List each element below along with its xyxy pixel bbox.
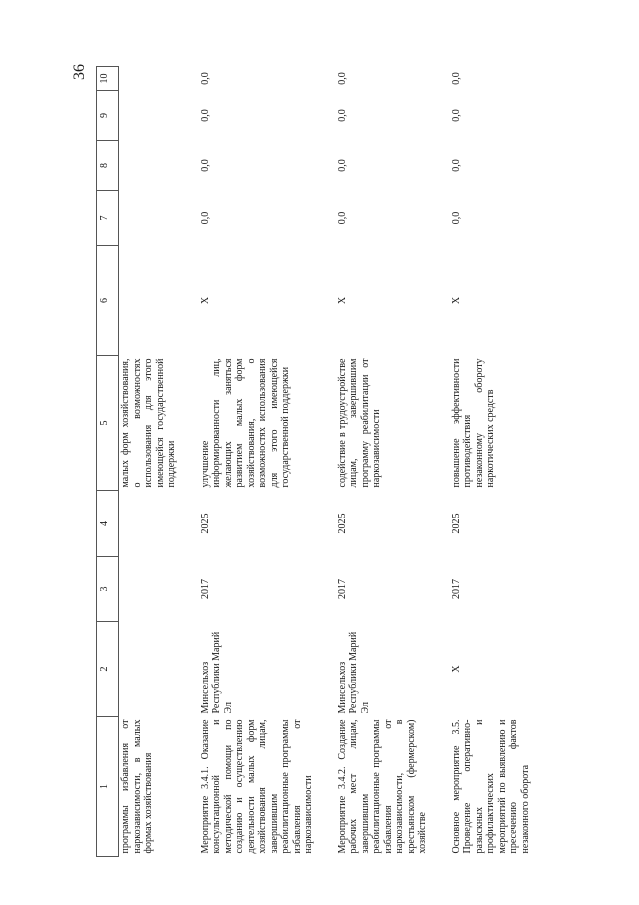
table-row — [199, 67, 316, 857]
value: 0,0 — [199, 72, 211, 85]
table-row — [336, 67, 430, 857]
value — [119, 91, 179, 141]
column-number: 10 — [97, 67, 119, 91]
column-number-row — [97, 67, 119, 857]
end-year: 2025 — [199, 513, 211, 534]
column-number: 4 — [97, 491, 119, 557]
expected-result: улучшение информированности лиц, желающих заняться развитием малых форм хозяйствования, о возможностях использования для этого имеющейся государственной поддержки — [199, 358, 291, 488]
value: 0,0 — [336, 159, 348, 172]
executor: Х — [450, 665, 462, 673]
value: 0,0 — [450, 159, 462, 172]
start-year — [119, 557, 179, 622]
value: 0,0 — [199, 211, 211, 225]
value: 0,0 — [199, 159, 211, 172]
column-number: 9 — [97, 91, 119, 141]
column-number: 1 — [97, 717, 119, 857]
measure-name: программы избавления от наркозависимости, в малых формах хозяйствования — [120, 719, 154, 854]
value: 0,0 — [336, 72, 348, 85]
measure-name: Мероприятие 3.4.1. Оказание консультационной и методической помощи по созданию и осуществлению деятельности малых форм хозяйствования лицам, завершившим реабилитационные программы избавления от наркозависимости — [199, 719, 314, 854]
column-number: 6 — [97, 246, 119, 356]
start-year: 2017 — [450, 579, 462, 599]
column-number: 5 — [97, 356, 119, 491]
value: 0,0 — [450, 72, 462, 85]
marker: Х — [450, 296, 462, 305]
value: 0,0 — [336, 211, 348, 225]
expected-result: повышение эффективности противодействия незаконному обороту наркотических средств — [450, 358, 496, 488]
column-number: 3 — [97, 557, 119, 622]
page-number: 36 — [71, 64, 88, 80]
table-row — [119, 67, 179, 857]
executor — [119, 622, 179, 717]
executor: Минсельхоз Республики Марий Эл — [199, 631, 234, 714]
executor: Минсельхоз Республики Марий Эл — [336, 631, 371, 714]
column-number: 7 — [97, 191, 119, 246]
end-year: 2025 — [336, 513, 348, 534]
value — [119, 67, 179, 91]
end-year — [119, 491, 179, 557]
value: 0,0 — [450, 211, 462, 225]
value: 0,0 — [450, 109, 462, 122]
marker — [119, 246, 179, 356]
measure-name: Мероприятие 3.4.2. Создание рабочих мест лицам, завершившим реабилитационные программы избавления от наркозависимости, в крестьянском (фермерском) хозяйстве — [336, 719, 428, 854]
measure-name: Основное мероприятие 3.5. Проведение оперативно-разыскных и профилактических мероприятий по выявлению и пресечению фактов незаконного оборота — [450, 719, 531, 854]
table-row — [450, 67, 533, 857]
value: 0,0 — [199, 109, 211, 122]
column-number: 2 — [97, 622, 119, 717]
rotated-table-page — [96, 67, 531, 857]
marker: Х — [199, 296, 211, 305]
start-year: 2017 — [199, 579, 211, 599]
marker: Х — [336, 296, 348, 305]
value: 0,0 — [336, 109, 348, 122]
value — [119, 141, 179, 191]
column-number: 8 — [97, 141, 119, 191]
expected-result: содействие в трудоустройстве лицам, завершившим программу реабилитации от наркозависимости — [336, 358, 382, 488]
measures-table — [96, 66, 532, 857]
value — [119, 191, 179, 246]
end-year: 2025 — [450, 513, 462, 534]
start-year: 2017 — [336, 579, 348, 599]
expected-result: малых форм хозяйствования, о возможностях использования для этого имеющейся государственной поддержки — [120, 358, 177, 488]
